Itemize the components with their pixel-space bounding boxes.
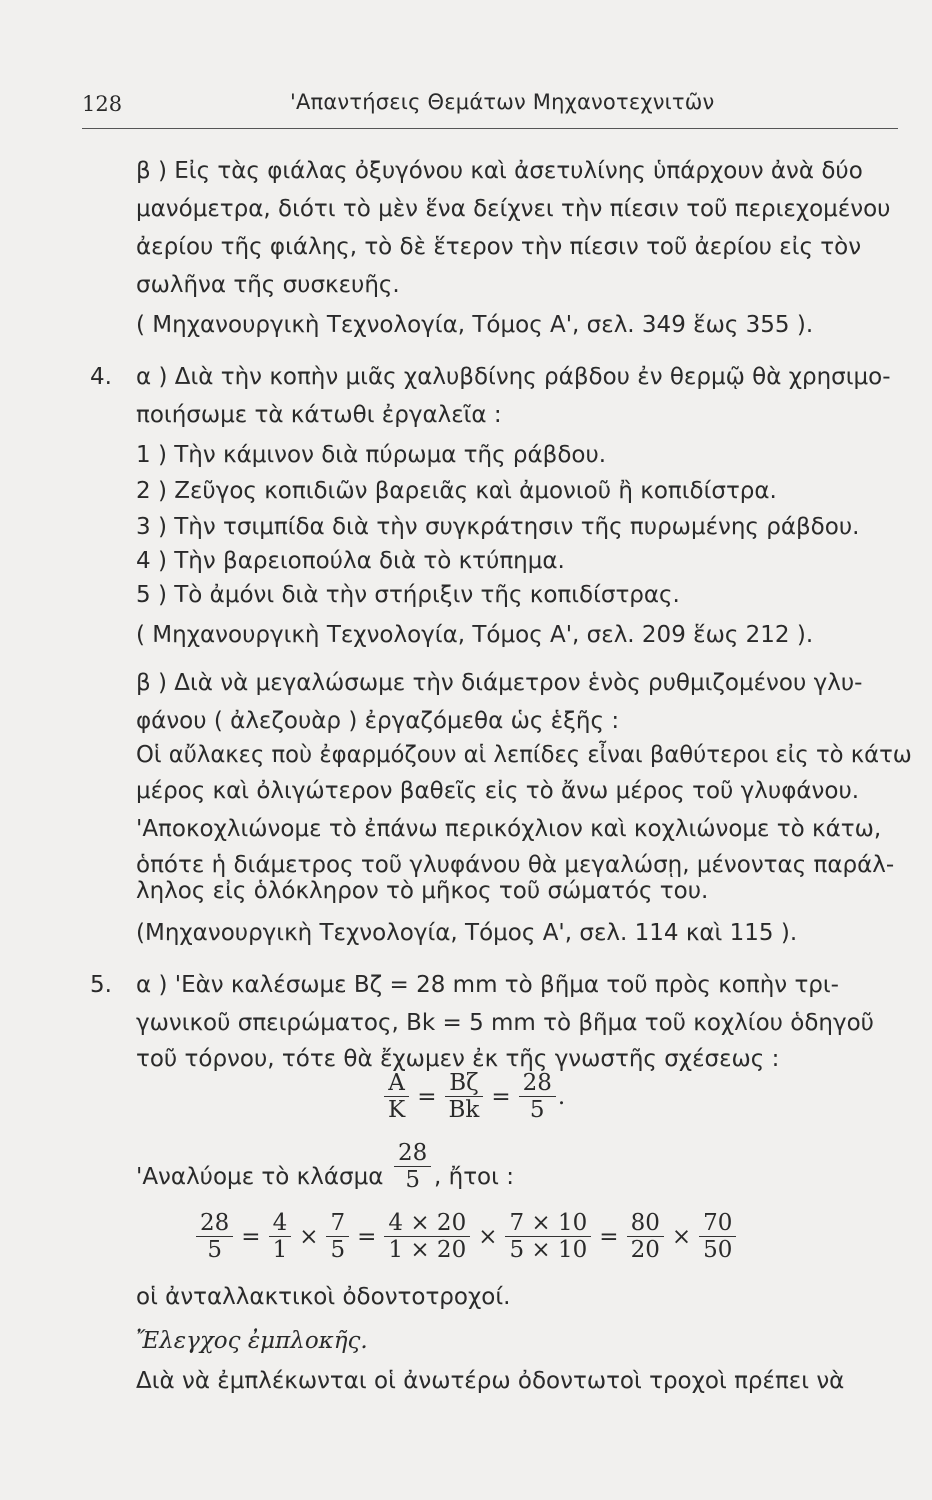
- text-line: β ) Εἰς τὰς φιάλας ὀξυγόνου καὶ ἀσετυλίνης ὑπάρχουν ἀνὰ δύο: [136, 158, 863, 184]
- fraction: $\frac{28}{5}$: [196, 1210, 233, 1263]
- page-header: [82, 86, 898, 126]
- text-line: ποιήσωμε τὰ κάτωθι ἐργαλεῖα :: [136, 402, 502, 428]
- list-item: 4 ) Τὴν βαρειοπούλα διὰ τὸ κτύπημα.: [136, 548, 565, 574]
- list-item: 1 ) Τὴν κάμινον διὰ πύρωμα τῆς ράβδου.: [136, 442, 607, 468]
- question-number: 4.: [90, 364, 112, 390]
- list-item: 5 ) Τὸ ἀμόνι διὰ τὴν στήριξιν τῆς κοπιδίστρας.: [136, 582, 680, 608]
- ratio-equation: $\frac{A}{K}$ = $\frac{B\zeta}{Bk}$ = $\frac{28}{5}$ .: [382, 1070, 565, 1123]
- text-line: τοῦ τόρνου, τότε θὰ ἔχωμεν ἐκ τῆς γνωστῆς σχέσεως :: [136, 1046, 780, 1072]
- text-line: σωλῆνα τῆς συσκευῆς.: [136, 272, 400, 298]
- text-line: Οἱ αὔλακες ποὺ ἐφαρμόζουν αἱ λεπίδες εἶναι βαθύτεροι εἰς τὸ κάτω: [136, 742, 912, 768]
- text-line: ἀερίου τῆς φιάλης, τὸ δὲ ἕτερον τὴν πίεσιν τοῦ ἀερίου εἰς τὸν: [136, 234, 862, 260]
- text-line: γωνικοῦ σπειρώματος, Βk = 5 mm τὸ βῆμα τοῦ κοχλίου ὁδηγοῦ: [136, 1010, 874, 1036]
- text-line: α ) Διὰ τὴν κοπὴν μιᾶς χαλυβδίνης ράβδου ἐν θερμῷ θὰ χρησιμο-: [136, 364, 891, 390]
- text-line: φάνου ( ἀλεζουὰρ ) ἐργαζόμεθα ὡς ἑξῆς :: [136, 708, 620, 734]
- list-item: 3 ) Τὴν τσιμπίδα διὰ τὴν συγκράτησιν τῆς πυρωμένης ράβδου.: [136, 514, 860, 540]
- text-line: ὁπότε ἡ διάμετρος τοῦ γλυφάνου θὰ μεγαλώσῃ, μένοντας παράλ-: [136, 852, 895, 878]
- reference-line: ( Μηχανουργικὴ Τεχνολογία, Τόμος Α', σελ. 209 ἕως 212 ).: [136, 622, 814, 648]
- gear-equation: $\frac{28}{5}$ = $\frac{4}{1}$ × $\frac{7}{5}$ = $\frac{4 \times 20}{1 \times 20}$ × $\frac{7 \times 10}{5 \times 10}$ = $\frac{80}{20}$ × $\frac{70}{50}$: [194, 1210, 738, 1263]
- fraction: $\frac{70}{50}$: [699, 1210, 736, 1263]
- fraction: $\frac{7 \times 10}{5 \times 10}$: [505, 1210, 591, 1263]
- section-heading: Ἔλεγχος ἐμπλοκῆς.: [136, 1328, 368, 1354]
- question-number: 5.: [90, 972, 112, 998]
- list-item: 2 ) Ζεῦγος κοπιδιῶν βαρειᾶς καὶ ἀμονιοῦ ἢ κοπιδίστρα.: [136, 478, 777, 504]
- running-title: 'Απαντήσεις Θεμάτων Μηχανοτεχνιτῶν: [290, 90, 715, 114]
- text-line: 'Αποκοχλιώνομε τὸ ἐπάνω περικόχλιον καὶ κοχλιώνομε τὸ κάτω,: [136, 816, 882, 842]
- fraction: $\frac{80}{20}$: [627, 1210, 664, 1263]
- page-number: 128: [82, 92, 123, 116]
- text-line: β ) Διὰ νὰ μεγαλώσωμε τὴν διάμετρον ἑνὸς ρυθμιζομένου γλυ-: [136, 670, 863, 696]
- text-line: 'Αναλύομε τὸ κλάσμα: [136, 1164, 384, 1190]
- fraction: $\frac{A}{K}$: [384, 1070, 409, 1123]
- text-line: α ) 'Εὰν καλέσωμε Βζ = 28 mm τὸ βῆμα τοῦ πρὸς κοπὴν τρι-: [136, 972, 839, 998]
- text-line: , ἤτοι :: [434, 1164, 514, 1190]
- text-line: Διὰ νὰ ἐμπλέκωνται οἱ ἀνωτέρω ὀδοντωτοὶ τροχοὶ πρέπει νὰ: [136, 1368, 845, 1394]
- text-line: ληλος εἰς ὁλόκληρον τὸ μῆκος τοῦ σώματός του.: [136, 878, 709, 904]
- fraction: $\frac{28}{5}$: [519, 1070, 556, 1123]
- header-rule: [82, 128, 898, 129]
- fraction: $\frac{4 \times 20}{1 \times 20}$: [384, 1210, 470, 1263]
- text-line: οἱ ἀνταλλακτικοὶ ὀδοντοτροχοί.: [136, 1284, 511, 1310]
- fraction: 28 5: [392, 1140, 433, 1193]
- fraction: $\frac{7}{5}$: [326, 1210, 349, 1263]
- reference-line: (Μηχανουργικὴ Τεχνολογία, Τόμος Α', σελ. 114 καὶ 115 ).: [136, 920, 798, 946]
- text-line: μανόμετρα, διότι τὸ μὲν ἕνα δείχνει τὴν πίεσιν τοῦ περιεχομένου: [136, 196, 891, 222]
- text-line: μέρος καὶ ὀλιγώτερον βαθεῖς εἰς τὸ ἄνω μέρος τοῦ γλυφάνου.: [136, 778, 860, 804]
- fraction: $\frac{4}{1}$: [269, 1210, 292, 1263]
- reference-line: ( Μηχανουργικὴ Τεχνολογία, Τόμος Α', σελ. 349 ἕως 355 ).: [136, 312, 814, 338]
- fraction: $\frac{B\zeta}{Bk}$: [444, 1070, 483, 1123]
